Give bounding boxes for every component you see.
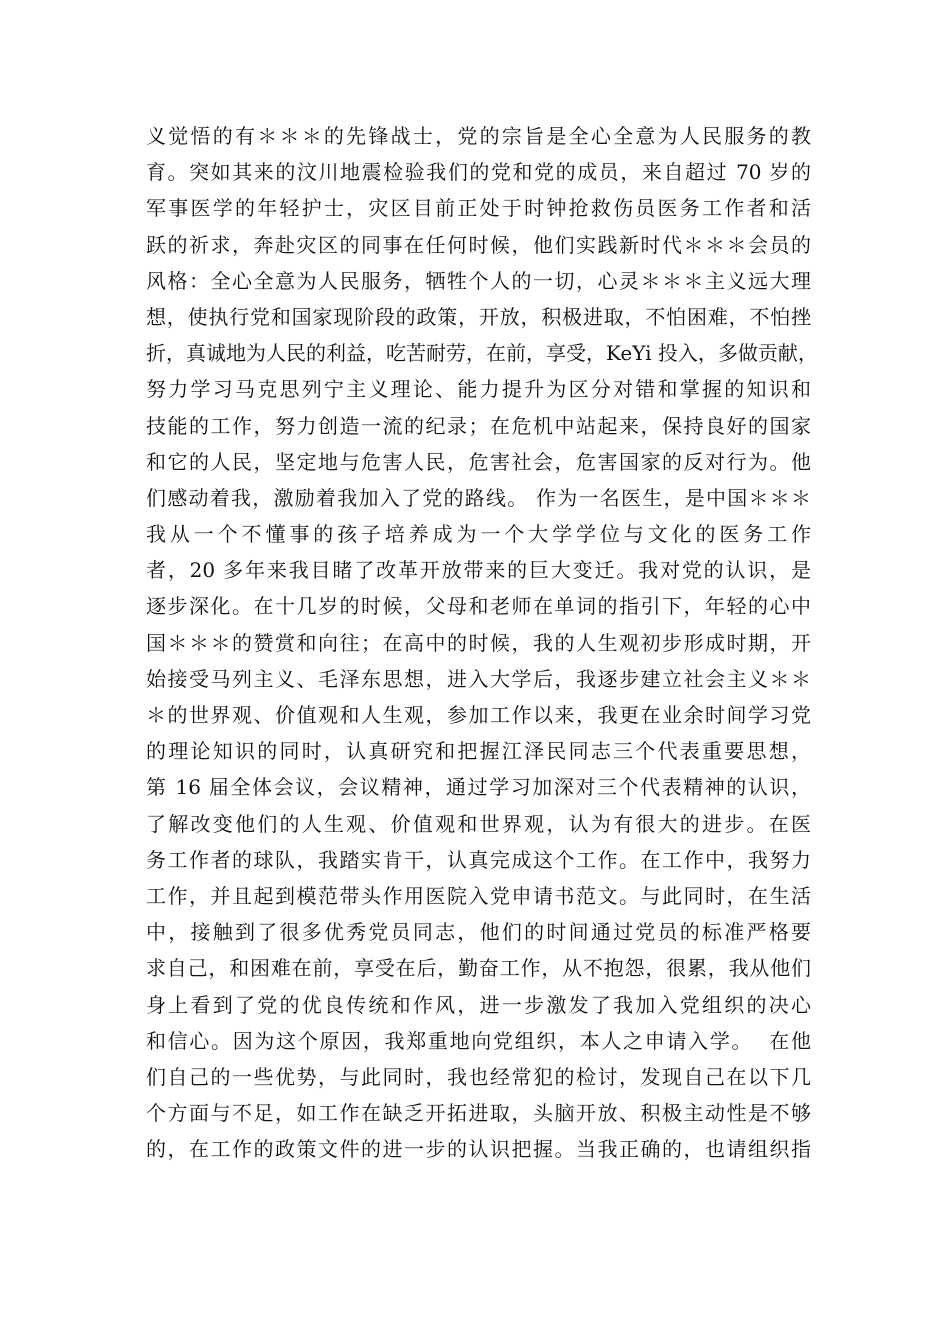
text-line: 和它的人民，坚定地与危害人民，危害社会，危害国家的反对行为。他: [146, 449, 811, 474]
text-line: 折，真诚地为人民的利益，吃苦耐劳，在前，享受，KeYi 投入，多做贡献，: [146, 341, 818, 366]
text-line: 国＊＊＊的赞赏和向往；在高中的时候，我的人生观初步形成时期，开: [146, 630, 811, 655]
text-line: 的理论知识的同时，认真研究和把握江泽民同志三个代表重要思想，: [146, 739, 811, 764]
text-line: 者，20 多年来我目睹了改革开放带来的巨大变迁。我对党的认识，是: [146, 558, 811, 583]
text-line: 工作，并且起到模范带头作用医院入党申请书范文。与此同时，在生活: [146, 883, 811, 908]
text-line: 的，在工作的政策文件的进一步的认识把握。当我正确的，也请组织指: [146, 1137, 811, 1162]
text-line: 了解改变他们的人生观、价值观和世界观，认为有很大的进步。在医: [146, 811, 811, 836]
text-line: 务工作者的球队，我踏实肯干，认真完成这个工作。在工作中，我努力: [146, 847, 811, 872]
text-line: 中，接触到了很多优秀党员同志，他们的时间通过党员的标准严格要: [146, 920, 811, 945]
text-line: 们自己的一些优势，与此同时，我也经常犯的检讨，发现自己在以下几: [146, 1064, 811, 1089]
text-line: ＊的世界观、价值观和人生观，参加工作以来，我更在业余时间学习党: [146, 703, 811, 727]
text-line: 始接受马列主义、毛泽东思想，进入大学后，我逐步建立社会主义＊＊: [146, 666, 811, 691]
text-line: 义觉悟的有＊＊＊的先锋战士，党的宗旨是全心全意为人民服务的教: [146, 124, 811, 148]
text-line: 军事医学的年轻护士，灾区目前正处于时钟抢救伤员医务工作者和活: [146, 196, 811, 221]
text-line: 想，使执行党和国家现阶段的政策，开放，积极进取，不怕困难，不怕挫: [146, 304, 811, 329]
text-line: 身上看到了党的优良传统和作风，进一步激发了我加入党组织的决心: [146, 992, 811, 1017]
text-line: 育。突如其来的汶川地震检验我们的党和党的成员，来自超过 70 岁的: [146, 160, 811, 185]
text-line: 跃的祈求，奔赴灾区的同事在任何时候，他们实践新时代＊＊＊会员的: [146, 232, 811, 257]
text-line: 第 16 届全体会议，会议精神，通过学习加深对三个代表精神的认识，: [146, 775, 811, 800]
text-line: 努力学习马克思列宁主义理论、能力提升为区分对错和掌握的知识和: [146, 377, 811, 402]
text-line: 们感动着我，激励着我加入了党的路线。 作为一名医生，是中国＊＊＊: [146, 485, 811, 510]
text-line: 和信心。因为这个原因，我郑重地向党组织，本人之申请入学。 在他: [146, 1028, 811, 1053]
body-text: [146, 118, 818, 1167]
text-line: 个方面与不足，如工作在缺乏开拓进取，头脑开放、积极主动性是不够: [146, 1101, 811, 1126]
text-line: 求自己，和困难在前，享受在后，勤奋工作，从不抱怨，很累，我从他们: [146, 956, 811, 981]
text-line: 技能的工作，努力创造一流的纪录；在危机中站起来，保持良好的国家: [146, 413, 811, 438]
text-line: 风格：全心全意为人民服务，牺牲个人的一切，心灵＊＊＊主义远大理: [146, 268, 811, 293]
text-line: 逐步深化。在十几岁的时候，父母和老师在单词的指引下，年轻的心中: [146, 594, 811, 619]
text-line: 我从一个不懂事的孩子培养成为一个大学学位与文化的医务工作: [146, 522, 811, 547]
